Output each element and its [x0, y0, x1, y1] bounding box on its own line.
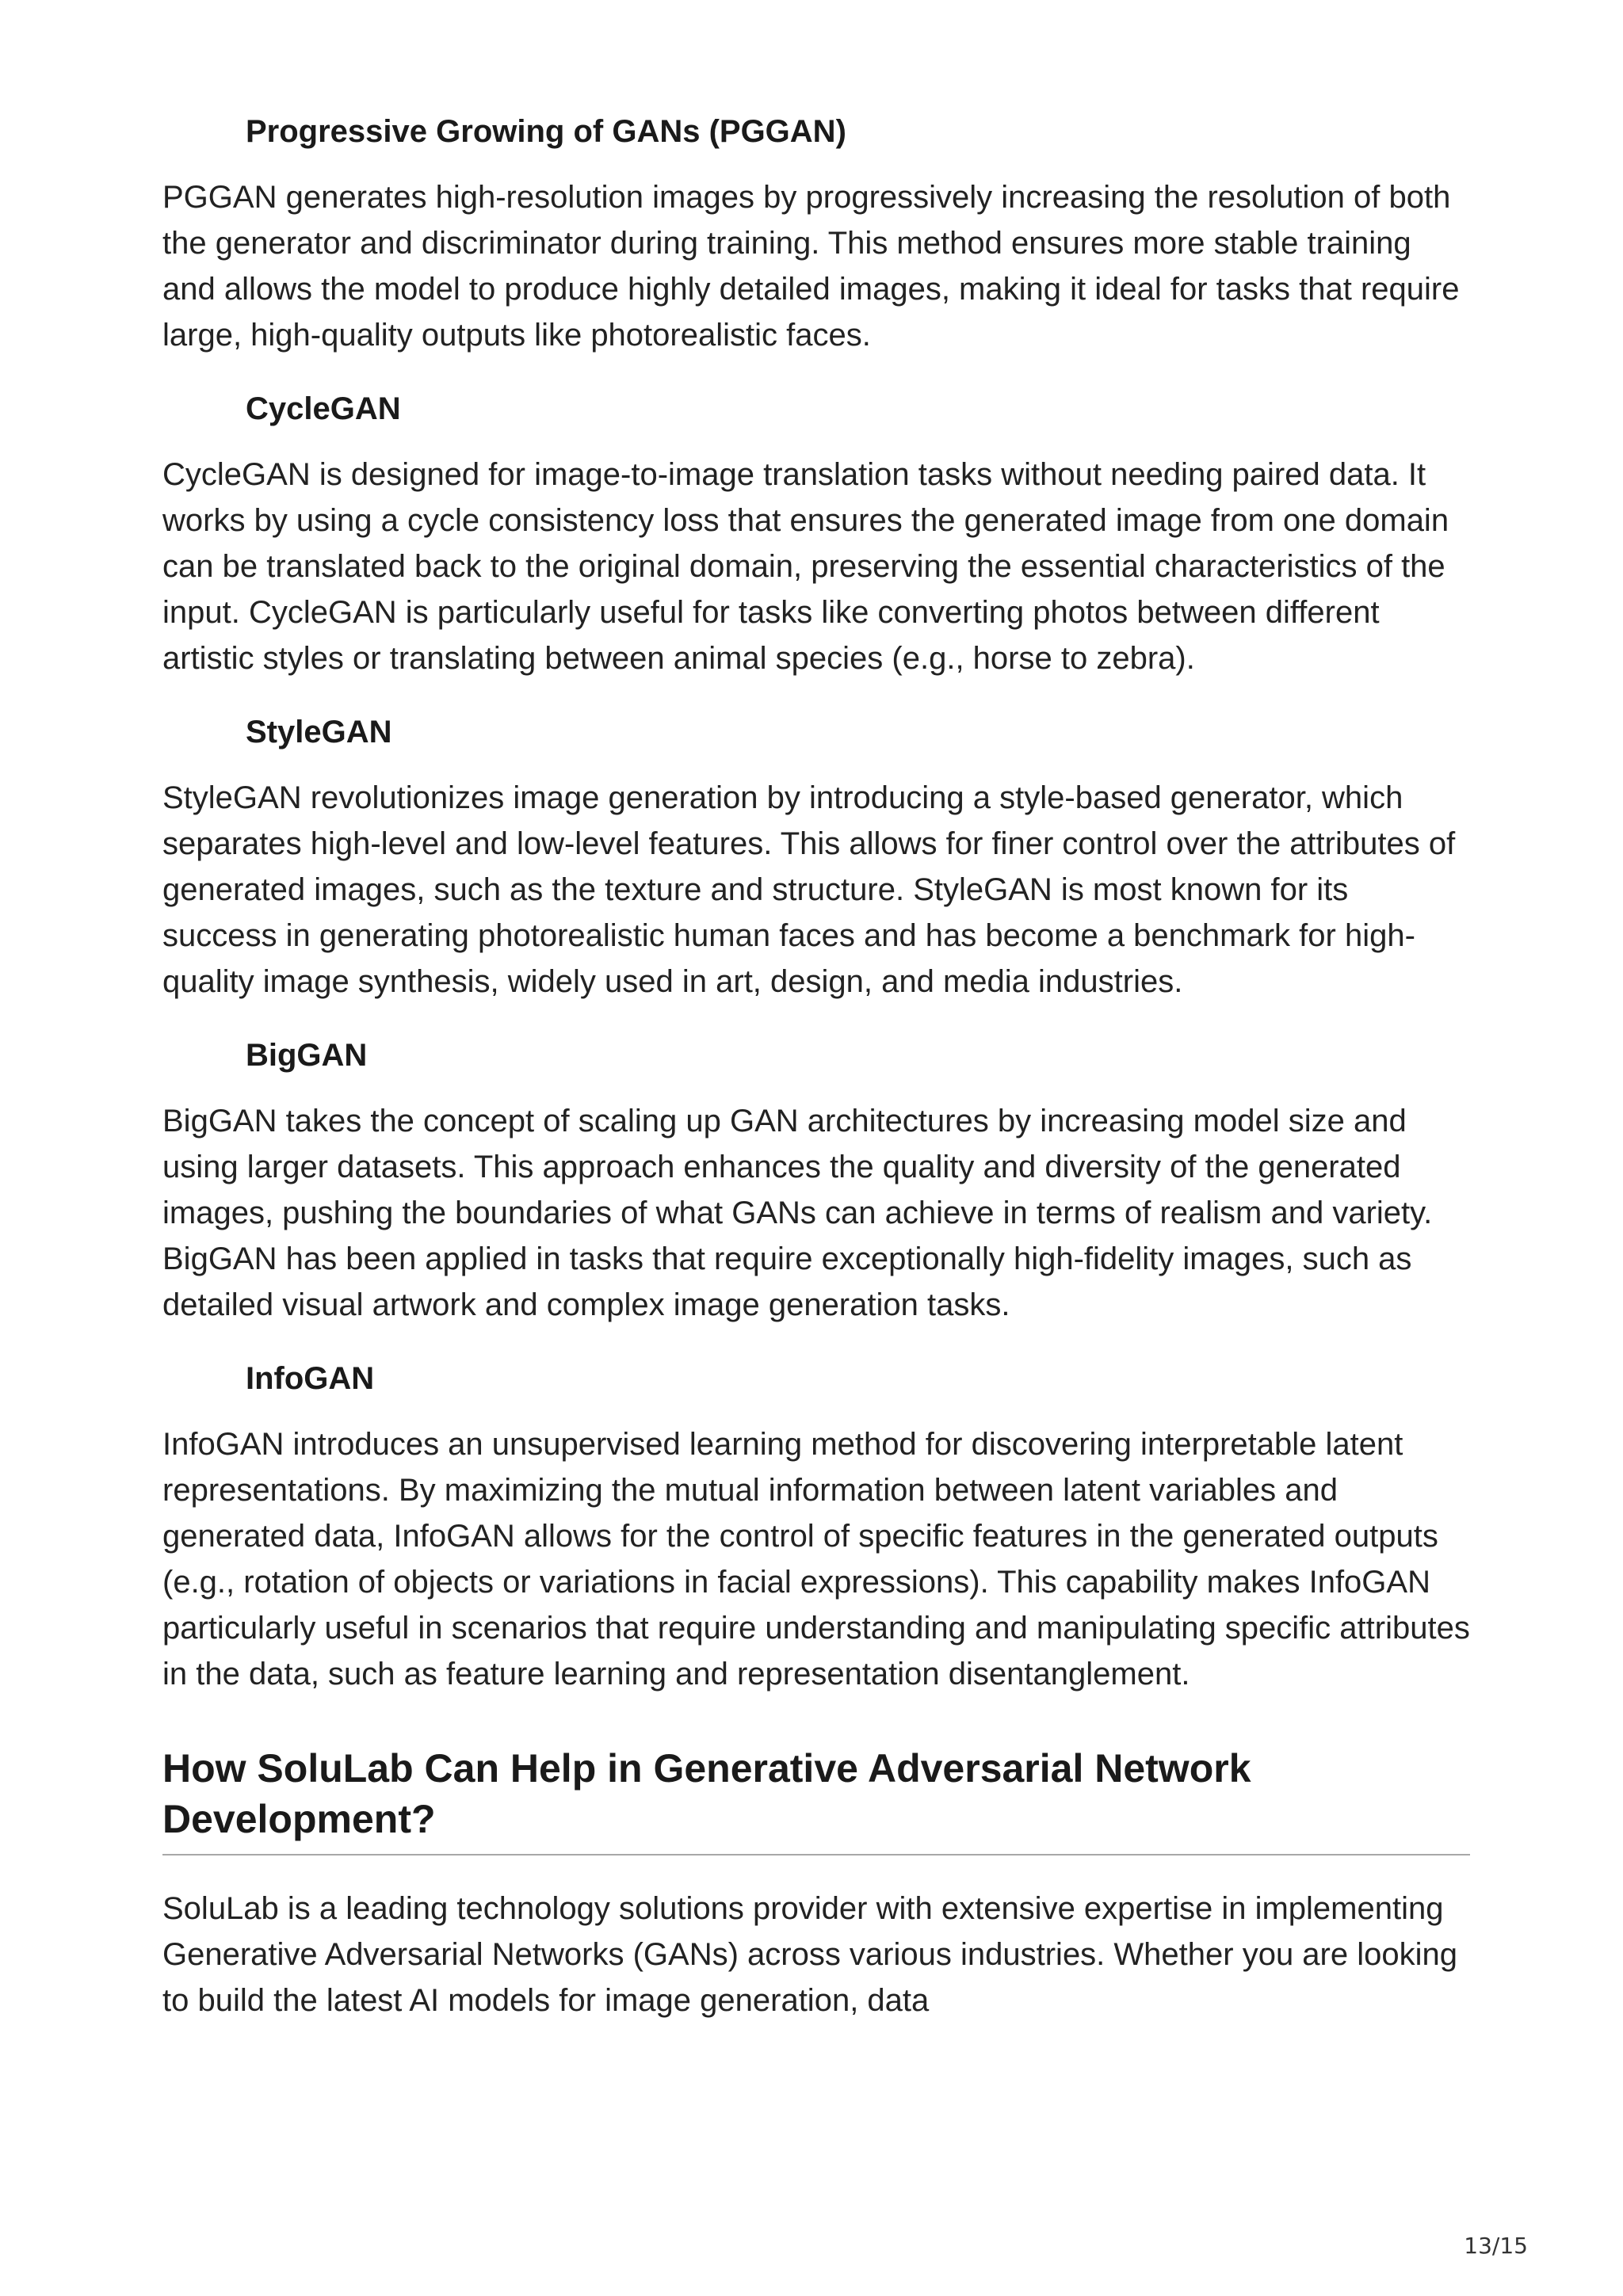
subsection-paragraph: BigGAN takes the concept of scaling up GAN architectures by increasing model size and using larger datasets. This approach enhances the quality and diversity of the generated images, pushing the boundaries of what GANs can achieve in terms of realism and variety. BigGAN has been applied in tasks that require exceptionally high-fidelity images, such as detailed visual artwork and complex image generation tasks. — [162, 1104, 1433, 1322]
subsection-heading: CycleGAN — [246, 391, 401, 426]
subsection-paragraph: PGGAN generates high-resolution images by progressively increasing the resolution of both the generator and discriminator during training. This method ensures more stable training and allows the model to produce highly detailed images, making it ideal for tasks that require large, high-quality outputs like photorealistic faces. — [162, 180, 1460, 353]
subsection-paragraph: InfoGAN introduces an unsupervised learning method for discovering interpretable latent representations. By maximizing the mutual information between latent variables and generated data, InfoGAN allows for the control of specific features in the generated outputs (e.g., rotation of objects or variations in facial expressions). This capability makes InfoGAN particularly useful in scenarios that require understanding and manipulating specific attributes in the data, such as feature learning and representation disentanglement. — [162, 1427, 1470, 1691]
subsection-heading: Progressive Growing of GANs (PGGAN) — [246, 114, 846, 149]
page-number: 13/15 — [1464, 2233, 1528, 2259]
section-biggan — [162, 1035, 1470, 1328]
section-pggan — [162, 111, 1470, 358]
subsection-paragraph: CycleGAN is designed for image-to-image translation tasks without needing paired data. It works by using a cycle consistency loss that ensures the generated image from one domain can be translated back to the original domain, preserving the essential characteristics of the input. CycleGAN is particularly useful for tasks like converting photos between different artistic styles or translating between animal species (e.g., horse to zebra). — [162, 457, 1449, 676]
section-divider — [162, 1854, 1470, 1855]
section-infogan — [162, 1358, 1470, 1697]
subsection-heading: InfoGAN — [246, 1361, 375, 1396]
subsection-heading: BigGAN — [246, 1038, 368, 1073]
section-title: How SoluLab Can Help in Generative Adversarial Network Development? — [162, 1746, 1251, 1841]
section-stylegan — [162, 711, 1470, 1005]
subsection-paragraph: StyleGAN revolutionizes image generation by introducing a style-based generator, which separates high-level and low-level features. This allows for finer control over the attributes of generated images, such as the texture and structure. StyleGAN is most known for its success in generating photorealistic human faces and has become a benchmark for high-quality image synthesis, widely used in art, design, and media industries. — [162, 780, 1456, 999]
page-content — [162, 111, 1470, 2054]
section-cyclegan — [162, 388, 1470, 681]
subsection-heading: StyleGAN — [246, 715, 392, 749]
section-paragraph: SoluLab is a leading technology solutions provider with extensive expertise in implementing Generative Adversarial Networks (GANs) across various industries. Whether you are looking to build the latest AI models for image generation, data — [162, 1891, 1457, 2018]
